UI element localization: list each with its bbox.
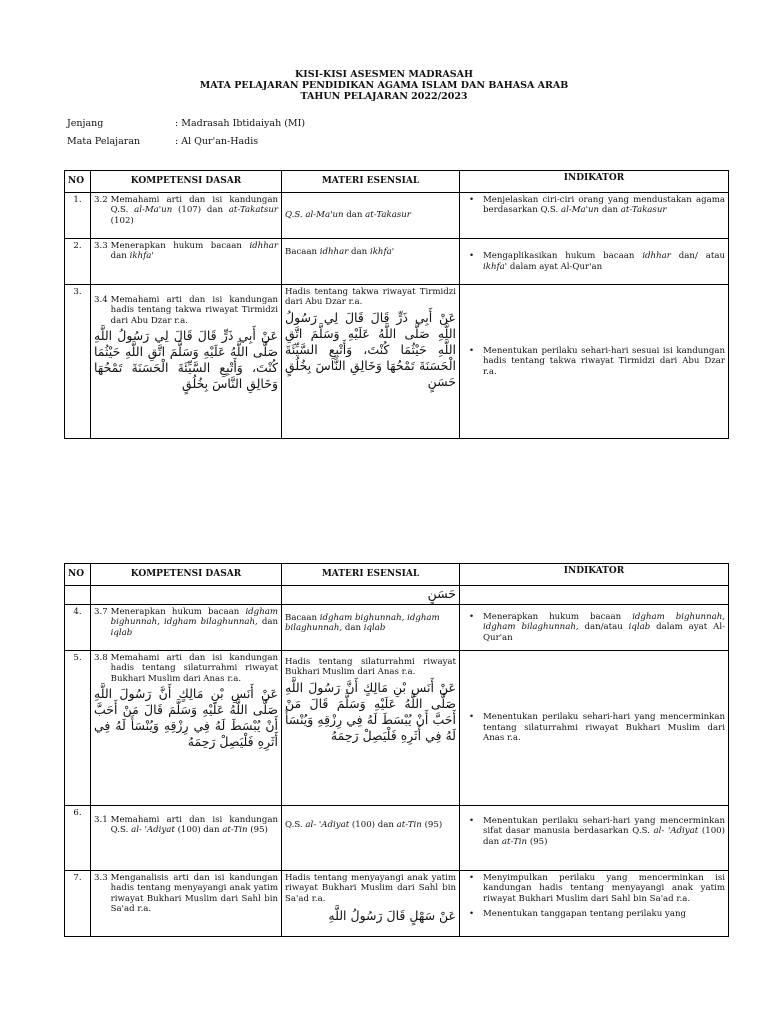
table-row	[65, 806, 729, 871]
materi-esensial-cell: Q.S. al- 'Adiyat (100) dan at-Tin (95)	[282, 806, 460, 871]
table-row	[65, 605, 729, 651]
indikator-text: Menentukan tanggapan tentang perilaku yang	[483, 909, 686, 920]
header-no: NO	[65, 171, 91, 193]
materi-esensial-cell: Bacaan idhhar dan ikhfa'	[282, 239, 460, 285]
kd-text: Memahami arti dan isi kandungan hadis tentang silaturrahmi riwayat Bukhari Muslim dari Anas r.a.	[110, 653, 278, 684]
kompetensi-dasar-cell	[91, 285, 282, 439]
doc-year: TAHUN PELAJARAN 2022/2023	[300, 91, 468, 102]
materi-esensial-cell	[282, 871, 460, 937]
table-row	[65, 871, 729, 937]
indikator-cell	[460, 285, 729, 439]
kompetensi-dasar-cell	[91, 605, 282, 651]
materi-arabic-carry: حَسَنٍ	[427, 586, 456, 601]
jenjang-label: Jenjang	[67, 118, 104, 129]
table-row	[65, 651, 729, 806]
kd-number: 3.3	[94, 241, 108, 251]
materi-text: Hadis tentang silaturrahmi riwayat Bukhari Muslim dari Anas r.a.	[285, 657, 456, 678]
row-no: 3.	[65, 285, 91, 439]
materi-arabic-hadith: عَنْ أَنَسِ بْنِ مَالِكٍ أَنَّ رَسُولَ اللَّهِ صَلَّى اللَّهُ عَلَيْهِ وَسَلَّمَ قَالَ مَنْ أَحَبَّ أَنْ يُبْسَطَ لَهُ فِي رِزْقِهِ وَيُنْسَأَ لَهُ فِي أَثَرِهِ فَلْيَصِلْ رَحِمَهُ	[285, 679, 456, 743]
materi-esensial-cell: Bacaan idgham bighunnah, idgham bilaghunnah, dan iqlab	[282, 605, 460, 651]
indikator-text: Menjelaskan ciri-ciri orang yang mendustakan agama berdasarkan Q.S. al-Ma'un dan at-Takasur	[483, 195, 725, 216]
indikator-cell	[460, 651, 729, 806]
kisi-kisi-table-1	[64, 170, 729, 439]
kompetensi-dasar-cell	[91, 871, 282, 937]
kd-number: 3.3	[94, 873, 108, 883]
kd-number: 3.4	[94, 295, 108, 305]
bullet-icon: •	[469, 611, 475, 622]
row-no: 7.	[65, 871, 91, 937]
kompetensi-dasar-cell	[91, 806, 282, 871]
header-indikator: INDIKATOR	[460, 171, 729, 193]
mapel-value: : Al Qur'an-Hadis	[175, 136, 259, 147]
kd-text: Menerapkan hukum bacaan idgham bighunnah, idgham bilaghunnah, dan iqlab	[110, 607, 278, 638]
row-no: 5.	[65, 651, 91, 806]
doc-subject: MATA PELAJARAN PENDIDIKAN AGAMA ISLAM DAN BAHASA ARAB	[199, 80, 569, 91]
header-indikator: INDIKATOR	[460, 564, 729, 586]
header-materi-esensial: MATERI ESENSIAL	[282, 171, 460, 193]
kompetensi-dasar-cell	[91, 239, 282, 285]
kd-number: 3.7	[94, 607, 108, 617]
materi-arabic-hadith: عَنْ أَبِي ذَرٍّ قَالَ قَالَ لِي رَسُولُ اللَّهِ صَلَّى اللَّهُ عَلَيْهِ وَسَلَّمَ اتَّقِ اللَّهِ حَيْثُمَا كُنْتَ، وَأَتْبِعِ السَّيِّئَةَ الْحَسَنَةَ تَمْحُهَا وَخَالِقِ النَّاسَ بِخُلُقٍ حَسَنٍ	[285, 309, 456, 389]
indikator-text: Menentukan perilaku sehari-hari sesuai isi kandungan hadis tentang takwa riwayat Tirmidzi dari Abu Dzar r.a.	[483, 345, 725, 377]
row-no: 6.	[65, 806, 91, 871]
materi-text: Hadis tentang menyayangi anak yatim riwayat Bukhari Muslim dari Sahl bin Sa'ad r.a.	[285, 873, 456, 904]
materi-text: Hadis tentang takwa riwayat Tirmidzi dari Abu Dzar r.a.	[285, 287, 456, 308]
kd-text: Menerapkan hukum bacaan idhhar dan ikhfa'	[110, 241, 278, 262]
indikator-text: Menyimpulkan perilaku yang mencerminkan isi kandungan hadis tentang menyayangi anak yatim riwayat Bukhari Muslim dari Sahl bin Sa'ad r.a.	[483, 873, 725, 904]
bullet-icon: •	[469, 816, 475, 826]
bullet-icon: •	[469, 873, 475, 883]
table-row	[65, 285, 729, 439]
kompetensi-dasar-cell	[91, 193, 282, 239]
indikator-cell	[460, 871, 729, 937]
kd-text: Memahami arti dan isi kandungan hadis tentang takwa riwayat Tirmidzi dari Abu Dzar r.a.	[110, 295, 278, 326]
kd-arabic-hadith: عَنْ أَبِي ذَرٍّ قَالَ قَالَ لِي رَسُولُ اللَّهِ صَلَّى اللَّهُ عَلَيْهِ وَسَلَّمَ اتَّقِ اللَّهِ حَيْثُمَا كُنْتَ، وَأَتْبِعِ السَّيِّئَةَ الْحَسَنَةَ تَمْحُهَا وَخَالِقِ النَّاسَ بِخُلُقٍ	[94, 328, 278, 392]
indikator-cell	[460, 193, 729, 239]
kd-text: Memahami arti dan isi kandungan Q.S. al- 'Adiyat (100) dan at-Tin (95)	[110, 815, 278, 836]
indikator-cell	[460, 806, 729, 871]
bullet-icon: •	[469, 195, 475, 205]
row-no: 2.	[65, 239, 91, 285]
indikator-text: Menentukan perilaku sehari-hari yang mencerminkan sifat dasar manusia berdasarkan Q.S. al- 'Adiyat (100) dan at-Tin (95)	[483, 816, 725, 847]
mapel-label: Mata Pelajaran	[67, 136, 141, 147]
kisi-kisi-table-2	[64, 563, 729, 937]
table-header-row	[65, 564, 729, 586]
kd-number: 3.2	[94, 195, 108, 205]
kd-text: Menganalisis arti dan isi kandungan hadis tentang menyayangi anak yatim riwayat Bukhari Muslim dari Sahl bin Sa'ad r.a.	[110, 873, 278, 915]
bullet-icon: •	[469, 909, 475, 920]
indikator-text: Menerapkan hukum bacaan idgham bighunnah, idgham bilaghunnah, dan/atau iqlab dalam ayat Al-Qur'an	[483, 611, 725, 643]
table-header-row	[65, 171, 729, 193]
doc-title: KISI-KISI ASESMEN MADRASAH	[295, 69, 473, 80]
indikator-text: Mengaplikasikan hukum bacaan idhhar dan/ atau ikhfa' dalam ayat Al-Qur'an	[483, 251, 725, 272]
header-kompetensi-dasar: KOMPETENSI DASAR	[91, 564, 282, 586]
table-row-continuation	[65, 586, 729, 605]
table-row	[65, 239, 729, 285]
kd-text: Memahami arti dan isi kandungan Q.S. al-Ma'un (107) dan at-Takatsur (102)	[110, 195, 278, 226]
materi-esensial-cell	[282, 285, 460, 439]
kd-number: 3.8	[94, 653, 108, 663]
kompetensi-dasar-cell	[91, 651, 282, 806]
indikator-text: Menentukan perilaku sehari-hari yang mencerminkan tentang silaturrahmi riwayat Bukhari Muslim dari Anas r.a.	[483, 712, 725, 744]
indikator-cell	[460, 239, 729, 285]
bullet-icon: •	[469, 251, 475, 262]
header-materi-esensial: MATERI ESENSIAL	[282, 564, 460, 586]
kd-arabic-hadith: عَنْ أَنَسِ بْنِ مَالِكٍ أَنَّ رَسُولَ اللَّهِ صَلَّى اللَّهُ عَلَيْهِ وَسَلَّمَ قَالَ مَنْ أَحَبَّ أَنْ يُبْسَطَ لَهُ فِي رِزْقِهِ وَيُنْسَأَ لَهُ فِي أَثَرِهِ فَلْيَصِلْ رَحِمَهُ	[94, 686, 278, 750]
materi-esensial-cell	[282, 651, 460, 806]
materi-arabic-hadith: عَنْ سَهْلٍ قَالَ رَسُولُ اللَّهِ	[328, 908, 456, 924]
row-no: 1.	[65, 193, 91, 239]
indikator-cell	[460, 605, 729, 651]
bullet-icon: •	[469, 712, 475, 723]
jenjang-value: : Madrasah Ibtidaiyah (MI)	[175, 118, 306, 129]
materi-esensial-cell: Q.S. al-Ma'un dan at-Takasur	[282, 193, 460, 239]
header-no: NO	[65, 564, 91, 586]
materi-esensial-cell	[282, 586, 460, 605]
table-row	[65, 193, 729, 239]
kd-number: 3.1	[94, 815, 108, 825]
row-no: 4.	[65, 605, 91, 651]
header-kompetensi-dasar: KOMPETENSI DASAR	[91, 171, 282, 193]
bullet-icon: •	[469, 345, 475, 356]
